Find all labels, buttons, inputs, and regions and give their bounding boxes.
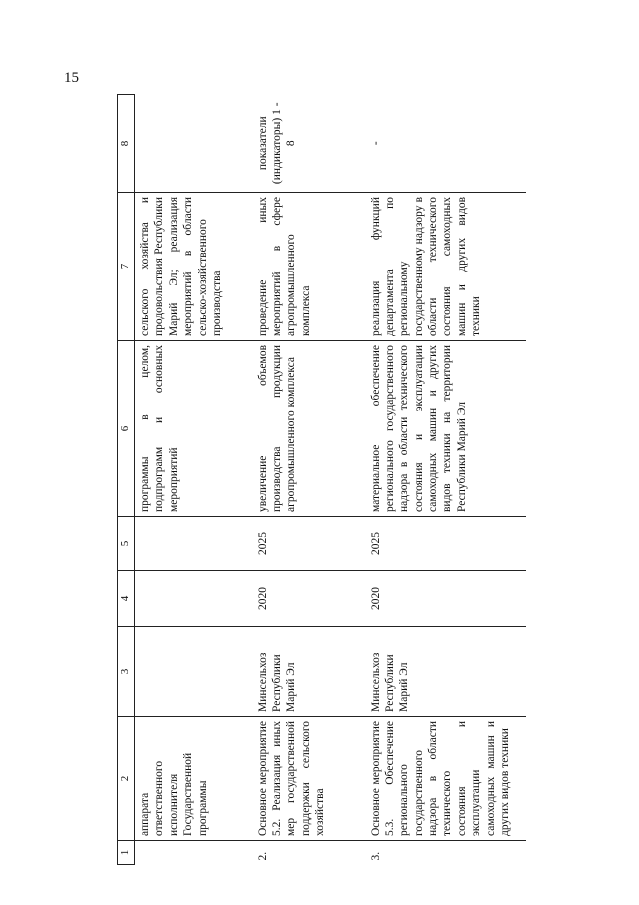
table-row [135, 95, 253, 865]
executor: Минсельхоз Республики Марий Эл [366, 627, 526, 717]
activity-name: Основное мероприятие 5.3. Обеспечение регионального государственного надзора в области технического состояния и эксплуатации самоходных машин и других видов техники [366, 717, 526, 841]
consequence: проведение иных мероприятий в сфере агропромышленного комплекса [253, 193, 366, 341]
program-activities-table [117, 94, 526, 865]
table-row [253, 95, 366, 865]
start-year: 2020 [253, 571, 366, 627]
expected-result: увеличение объемов производства продукции агропромышленного комплекса [253, 341, 366, 517]
executor: Минсельхоз Республики Марий Эл [253, 627, 366, 717]
end-year: 2025 [253, 517, 366, 571]
executor [135, 627, 253, 717]
activity-name: Основное мероприятие 5.2. Реализация иных мер государственной поддержки сельского хозяйства [253, 717, 366, 841]
column-header: 2 [118, 717, 135, 841]
page-number: 15 [64, 70, 79, 86]
start-year: 2020 [366, 571, 526, 627]
indicators: - [366, 95, 526, 193]
table-row [366, 95, 526, 865]
column-header: 5 [118, 517, 135, 571]
column-header: 1 [118, 841, 135, 865]
row-number [135, 841, 253, 865]
end-year [135, 517, 253, 571]
row-number: 3. [369, 851, 382, 861]
column-header: 6 [118, 341, 135, 517]
activity-name: аппарата ответственного исполнителя Государственной программы [135, 717, 253, 841]
start-year [135, 571, 253, 627]
column-number-row [118, 95, 135, 865]
end-year: 2025 [366, 517, 526, 571]
column-header: 7 [118, 193, 135, 341]
expected-result: программы в целом, подпрограмм и основных мероприятий [135, 341, 253, 517]
column-header: 3 [118, 627, 135, 717]
row-number: 2. [256, 851, 269, 861]
expected-result: материальное обеспечение регионального государственного надзора в области технического состояния и эксплуатации самоходных машин и других видов техники на территории Республики Марий Эл [366, 341, 526, 517]
consequence: реализация функций департамента по региональному государственному надзору в области технического состояния самоходных машин и других видов техники [366, 193, 526, 341]
indicators: показатели (индикаторы) 1 - 8 [253, 95, 366, 193]
indicators [135, 95, 253, 193]
column-header: 4 [118, 571, 135, 627]
consequence: сельского хозяйства и продовольствия Республики Марий Эл; реализация мероприятий в области сельско-хозяйственного производства [135, 193, 253, 341]
column-header: 8 [118, 95, 135, 193]
